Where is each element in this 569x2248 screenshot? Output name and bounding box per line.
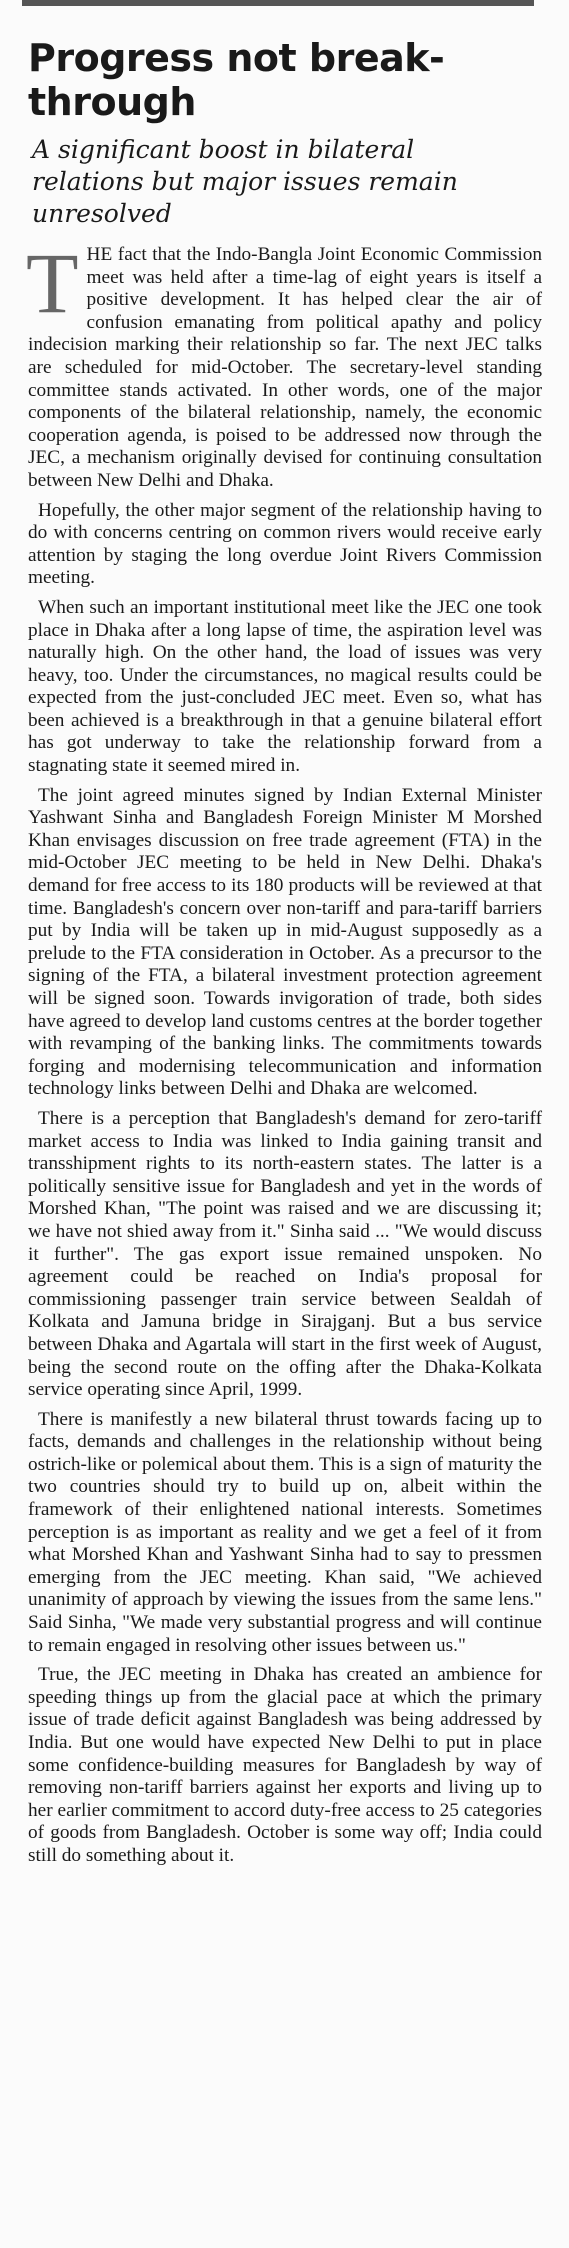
subhead: A significant boost in bilateral relations but major issues remain unresolved	[32, 135, 458, 228]
paragraph-7: True, the JEC meeting in Dhaka has created an ambience for speeding things up from the glacial pace at which the primary issue of trade deficit against Bangladesh was being addressed by India. But one would have expected New Delhi to put in place some confidence-building measures for Bangladesh by way of removing non-tariff barriers against her exports and living up to her earlier commitment to accord duty-free access to 25 categories of goods from Bangladesh. October is some way off; India could still do something about it.	[28, 1664, 542, 1866]
paragraph-5: There is a perception that Bangladesh's demand for zero-tariff market access to India was linked to India gaining transit and transshipment rights to its north-eastern states. The latter is a politically sensitive issue for Bangladesh and yet in the words of Morshed Khan, "The point was raised and we are discussing it; we have not shied away from it." Sinha said ... "We would discuss it further". The gas export issue remained unspoken. No agreement could be reached on India's proposal for commissioning passenger train service between Sealdah of Kolkata and Jamuna bridge in Sirajganj. But a bus service between Dhaka and Agartala will start in the first week of August, being the second route on the offing after the Dhaka-Kolkata service operating since April, 1999.	[28, 1107, 542, 1401]
paragraph-1	[26, 235, 542, 493]
article	[4, 36, 564, 1868]
paragraph-2: Hopefully, the other major segment of the relationship having to do with concerns centring on common rivers would receive early attention by staging the long overdue Joint Rivers Commission meeting.	[28, 499, 542, 589]
paragraph-4: The joint agreed minutes signed by Indian External Minister Yashwant Sinha and Bangladesh Foreign Minister M Morshed Khan envisages discussion on free trade agreement (FTA) in the mid-October JEC meeting to be held in New Delhi. Dhaka's demand for free access to its 180 products will be reviewed at that time. Bangladesh's concern over non-tariff and para-tariff barriers put by India will be taken up in mid-August supposedly as a prelude to the FTA consideration in October. As a precursor to the signing of the FTA, a bilateral investment protection agreement will be signed soon. Towards invigoration of trade, both sides have agreed to develop land customs centres at the border together with revamping of the banking links. The commitments towards forging and modernising telecommunication and information technology links between Delhi and Dhaka are welcomed.	[28, 784, 542, 1100]
paragraph-3: When such an important institutional meet like the JEC one took place in Dhaka after a long lapse of time, the aspiration level was naturally high. On the other hand, the load of issues was very heavy, too. Under the circumstances, no magical results could be expected from the just-concluded JEC meet. Even so, what has been achieved is a breakthrough in that a genuine bilateral effort has got underway to take the relationship forward from a stagnating state it seemed mired in.	[28, 596, 542, 777]
paragraph-text: HE fact that the Indo-Bangla Joint Economic Commission meet was held after a time-lag of eight years is itself a positive development. It has helped clear the air of confusion emanating from political apathy and policy indecision marking their relationship so far. The next JEC talks are scheduled for mid-October. The secretary-level standing committee stands activated. In other words, one of the major components of the bilateral relationship, namely, the economic cooperation agenda, is poised to be addressed now through the JEC, a mechanism originally devised for continuing consultation between New Delhi and Dhaka.	[28, 244, 542, 491]
article-body	[26, 235, 542, 1868]
paragraph-6: There is manifestly a new bilateral thrust towards facing up to facts, demands and challenges in the relationship without being ostrich-like or polemical about them. This is a sign of maturity the two countries should try to build up on, albeit within the framework of their enlightened national interests. Sometimes perception is as important as reality and we get a feel of it from what Morshed Khan and Yashwant Sinha had to say to pressmen emerging from the JEC meeting. Khan said, "We achieved unanimity of approach by viewing the issues from the same lens." Said Sinha, "We made very substantial progress and will continue to remain engaged in resolving other issues between us."	[28, 1408, 542, 1656]
drop-cap: T	[26, 235, 79, 331]
headline: Progress not break-through	[28, 36, 445, 124]
top-rule	[22, 0, 534, 6]
